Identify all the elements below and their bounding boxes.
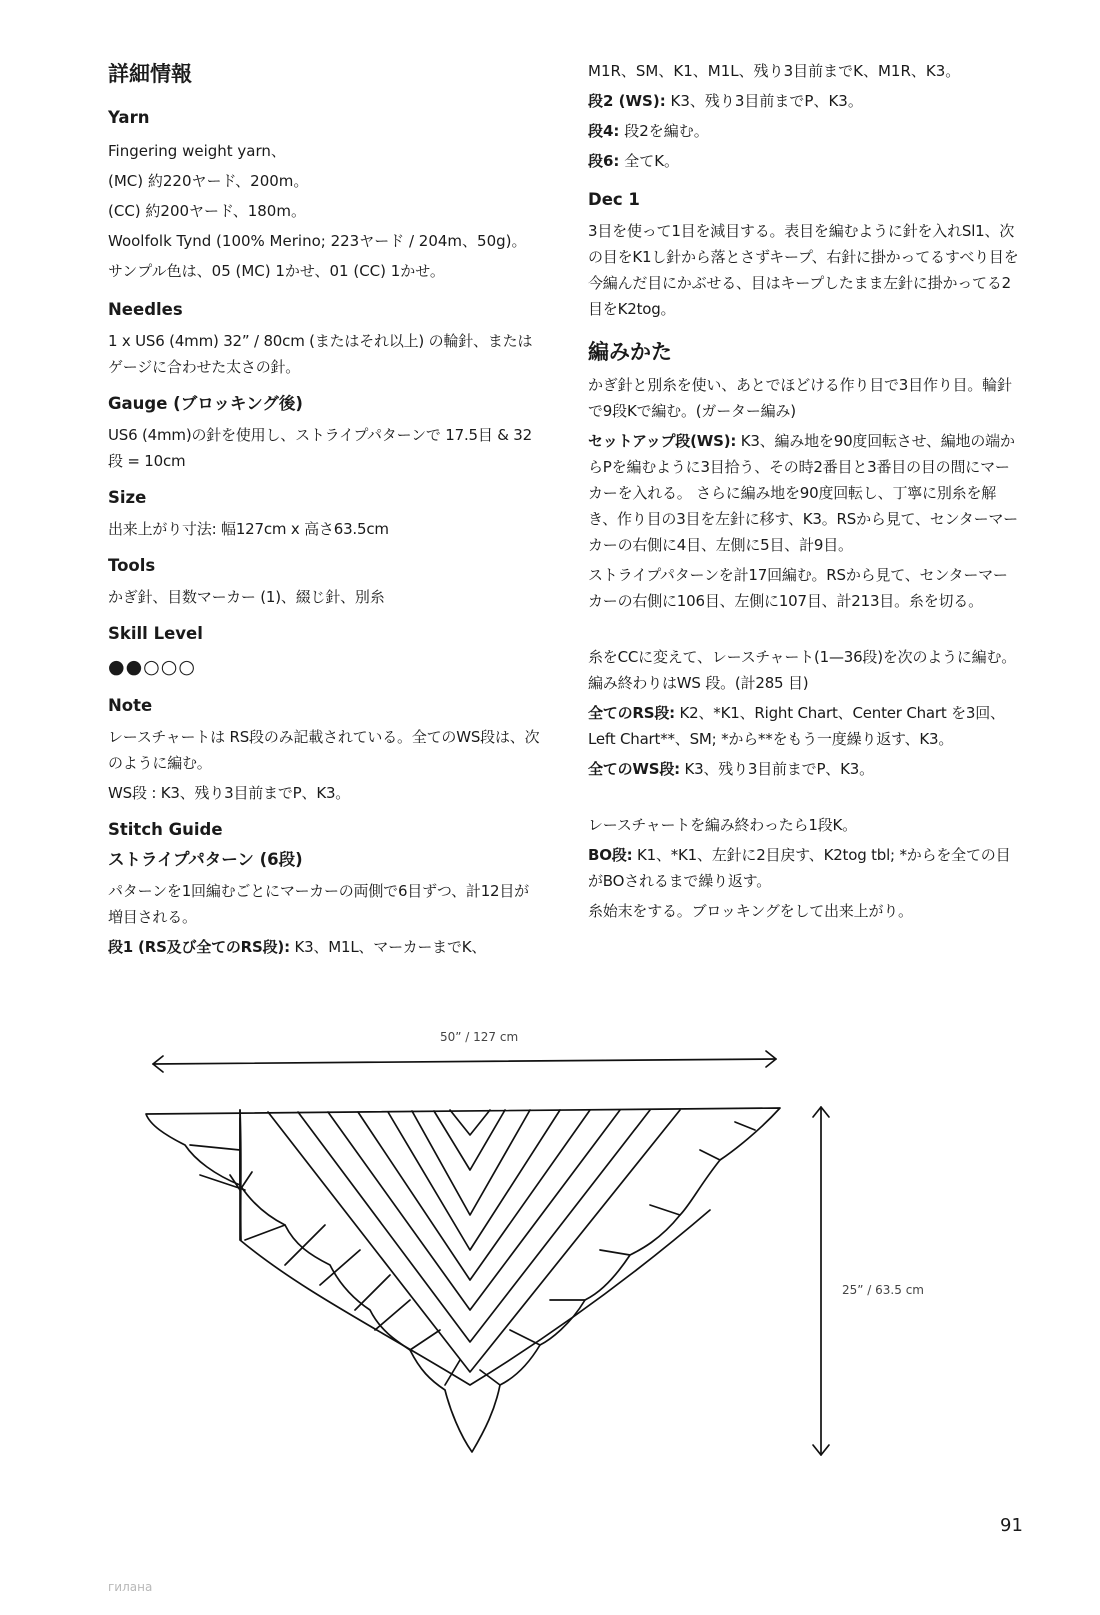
setup-text: K3、編み地を90度回転させ、編地の端からPを編むように3目拾う、その時2番目と3番目の目の間にマーカーを入れる。 さらに編み地を90度回転し、丁寧に別糸を解き、作り目の3目を左針に移す、K3。RSから見て、センターマーカーの右側に4目、左側に5目、計9目。 [588, 432, 1018, 554]
tools-text: かぎ針、目数マーカー (1)、綴じ針、別糸 [108, 588, 385, 606]
note-heading: Note [108, 696, 153, 715]
row6-label: 段6: [588, 152, 620, 170]
finishing-text: 糸始末をする。ブロッキングをして出来上がり。 [588, 902, 913, 920]
bo-text: K1、*K1、左針に2目戻す、K2tog tbl; *からを全ての目がBOされるまで繰り返す。 [588, 846, 1011, 890]
needles-text: 1 x US6 (4mm) 32” / 80cm (またはそれ以上) の輪針、またはゲージに合わせた太さの針。 [108, 332, 533, 376]
row2-text: K3、残り3目前までP、K3。 [665, 92, 863, 110]
rs-label: 全てのRS段: [588, 704, 675, 722]
stripe-repeat-text: ストライプパターンを計17回編む。RSから見て、センターマーカーの右側に106目、左側に107目、計213目。糸を切る。 [588, 566, 1008, 610]
row6-text: 全てK。 [619, 152, 680, 170]
row1-continued: M1R、SM、K1、M1L、残り3目前までK、M1R、K3。 [588, 62, 961, 80]
gauge-text: US6 (4mm)の針を使用し、ストライプパターンで 17.5目 & 32段 = 10cm [108, 426, 532, 470]
stripe-pattern-heading: ストライプパターン (6段) [108, 850, 303, 869]
row2-label: 段2 (WS): [588, 92, 666, 110]
yarn-heading: Yarn [108, 108, 150, 127]
yarn-line: サンプル色は、05 (MC) 1かせ、01 (CC) 1かせ。 [108, 262, 445, 280]
row1-text: K3、M1L、マーカーまでK、 [289, 938, 487, 956]
width-arrow [153, 1051, 776, 1072]
setup-label: セットアップ段(WS): [588, 432, 737, 450]
gauge-heading: Gauge (ブロッキング後) [108, 394, 303, 413]
row1-label: 段1 (RS及び全てのRS段): [108, 938, 290, 956]
note-ws-row: WS段 : K3、残り3目前までP、K3。 [108, 784, 351, 802]
skill-heading: Skill Level [108, 624, 203, 643]
details-title: 詳細情報 [108, 62, 192, 86]
rs-text: K2、*K1、Right Chart、Center Chart を3回、Left Chart**、SM; *から**をもう一度繰り返す、K3。 [588, 704, 1005, 748]
page-number: 91 [1000, 1515, 1023, 1536]
dec1-text: 3目を使って1目を減目する。表目を編むように針を入れSl1、次の目をK1し針から落とさずキープ、右針に掛かってるすべり目を今編んだ目にかぶせる、目はキープしたまま左針に掛かってる2目をK2tog。 [588, 222, 1019, 318]
stripe-pattern-text: パターンを1回編むごとにマーカーの両側で6目ずつ、計12目が増目される。 [108, 882, 529, 926]
method-title: 編みかた [588, 340, 672, 364]
needles-heading: Needles [108, 300, 183, 319]
note-text: レースチャートは RS段のみ記載されている。全てのWS段は、次のように編む。 [108, 728, 540, 772]
width-dimension-label: 50” / 127 cm [440, 1030, 519, 1044]
method-intro: かぎ針と別糸を使い、あとでほどける作り目で3目作り目。輪針で9段Kで編む。(ガーター編み) [588, 376, 1012, 420]
watermark: гилана [108, 1580, 153, 1594]
yarn-line: (CC) 約200ヤード、180m。 [108, 202, 306, 220]
stripe-lines [268, 1110, 680, 1372]
ws-text: K3、残り3目前までP、K3。 [679, 760, 874, 778]
dec1-heading: Dec 1 [588, 190, 640, 209]
row4-text: 段2を編む。 [619, 122, 709, 140]
stitch-guide-heading: Stitch Guide [108, 820, 223, 839]
lace-chart-intro: 糸をCCに変えて、レースチャート(1—36段)を次のように編む。編み終わりはWS 段。(計285 目) [588, 648, 1017, 692]
yarn-line: Fingering weight yarn、 [108, 142, 286, 160]
bo-label: BO段: [588, 846, 633, 864]
yarn-line: Woolfolk Tynd (100% Merino; 223ヤード / 204m、50g)。 [108, 232, 527, 250]
lace-border-line [240, 1110, 710, 1385]
row4-label: 段4: [588, 122, 620, 140]
height-dimension-label: 25” / 63.5 cm [842, 1283, 924, 1297]
height-arrow [813, 1107, 829, 1455]
skill-level-dots: ●●○○○ [108, 656, 196, 678]
lace-border-segments [190, 1122, 755, 1385]
ws-label: 全てのWS段: [588, 760, 680, 778]
tools-heading: Tools [108, 556, 156, 575]
after-chart-text: レースチャートを編み終わったら1段K。 [588, 816, 857, 834]
size-heading: Size [108, 488, 147, 507]
size-text: 出来上がり寸法: 幅127cm x 高さ63.5cm [108, 520, 389, 538]
yarn-line: (MC) 約220ヤード、200m。 [108, 172, 309, 190]
